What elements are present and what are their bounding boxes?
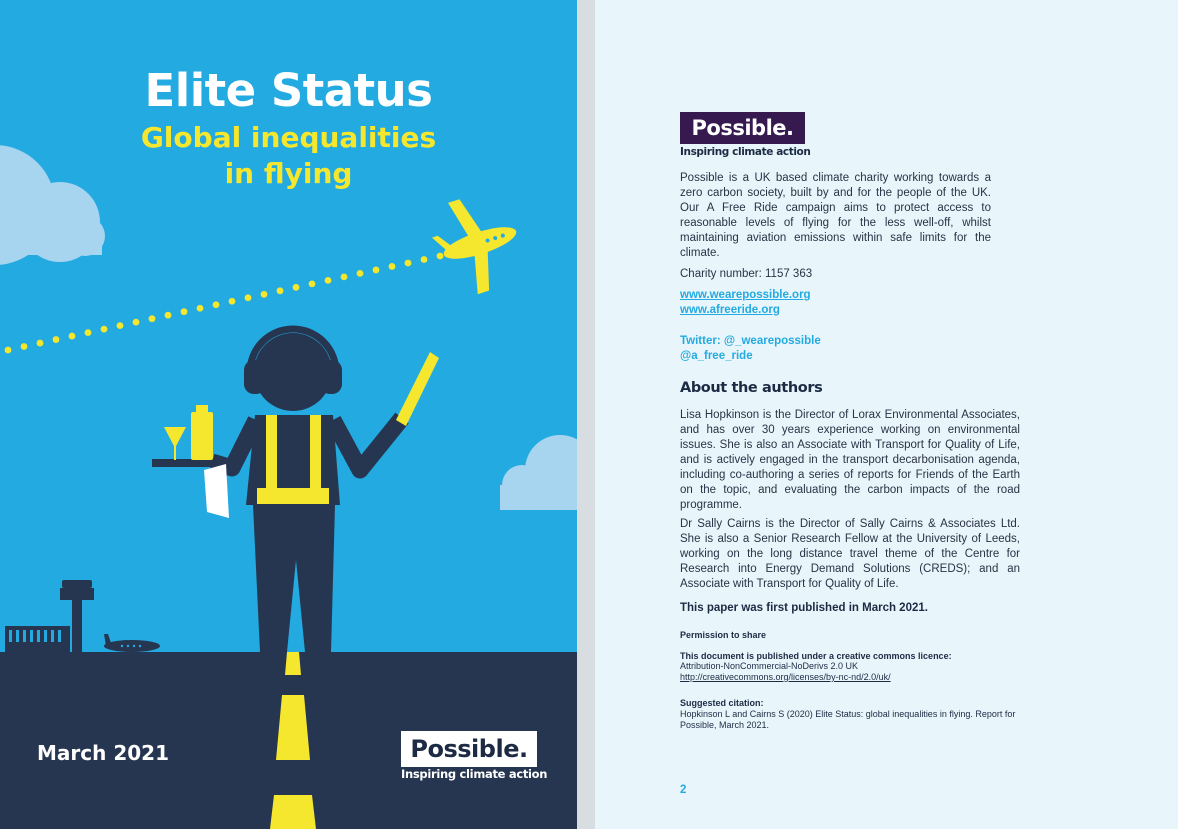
trail-dot [261,291,268,298]
possible-logo: Possible. [680,112,805,144]
trail-dot [149,315,156,322]
twitter-handle-2[interactable]: @a_free_ride [680,350,753,362]
licence-heading: This document is published under a creative commons licence: [680,651,952,661]
permission-heading: Permission to share [680,630,767,640]
trail-dot [101,326,108,333]
trail-dot [405,260,412,267]
trail-dot [357,270,364,277]
page-gap [577,0,595,829]
intro-paragraph: Possible is a UK based climate charity working towards a zero carbon society, built by and for the people of the UK. Our A Free Ride campaign aims to protect access to reasonable levels of flying for the less well-off, whilst maintaining aviation emissions within safe limits for the climate. [680,172,991,259]
trail-dot [325,277,332,284]
trail-dot [245,294,252,301]
trail-dot [165,312,172,319]
cover-title: Elite Status [144,64,433,117]
page-number: 2 [680,784,687,796]
cover-logo: Possible. [401,731,537,767]
trail-dot [213,301,220,308]
licence-url[interactable]: http://creativecommons.org/licenses/by-nc-nd/2.0/uk/ [680,672,891,682]
link-wearepossible[interactable]: www.wearepossible.org [680,289,811,301]
cover-subtitle-line1: Global inequalities [140,121,437,154]
citation-heading: Suggested citation: [680,698,764,708]
trail-dot [181,308,188,315]
trail-dot [277,287,284,294]
cloud-right [500,435,577,510]
trail-dot [133,319,140,326]
flight-trail [5,253,444,354]
trail-dot [437,253,444,260]
trail-dot [309,280,316,287]
inside-page [595,0,1178,829]
cover-date: March 2021 [37,741,169,765]
airplane-icon [423,186,531,303]
twitter-handle-1[interactable]: Twitter: @_wearepossible [680,335,821,347]
licence-name: Attribution-NonCommercial-NoDerivs 2.0 UK [680,661,859,671]
trail-dot [37,340,44,347]
author-bio-1: Lisa Hopkinson is the Director of Lorax Environmental Associates, and has over 30 years experience working on environmental issues. She is also an Associate with Transport for Quality of Life, and is actively engaged in the transport decarbonisation agenda, including co-authoring a series of reports for Friends of the Earth on the topic, and evaluating the carbon impacts of the road programme. [680,409,1020,511]
trail-dot [389,263,396,270]
trail-dot [341,273,348,280]
trail-dot [373,267,380,274]
trail-dot [21,343,28,350]
trail-dot [5,347,12,354]
link-afreeride[interactable]: www.afreeride.org [680,304,780,316]
trail-dot [117,322,124,329]
citation-text: Hopkinson L and Cairns S (2020) Elite Status: global inequalities in flying. Report for Possible, March 2021. [680,709,1016,730]
trail-dot [85,329,92,336]
cover-subtitle-line2: in flying [224,157,353,190]
ground-worker-figure [152,329,439,652]
first-published: This paper was first published in March 2021. [680,602,928,614]
trail-dot [229,298,236,305]
trail-dot [69,333,76,340]
trail-dot [293,284,300,291]
control-tower [5,580,94,652]
trail-dot [421,256,428,263]
about-authors-heading: About the authors [680,380,823,396]
cover-page [0,0,577,829]
trail-dot [53,336,60,343]
charity-number: Charity number: 1157 363 [680,268,813,280]
logo-tagline: Inspiring climate action [680,146,811,158]
parked-plane [104,634,160,652]
author-bio-2: Dr Sally Cairns is the Director of Sally Cairns & Associates Ltd. She is also a Senior Research Fellow at the University of Leeds, working on the long distance travel theme of the Centre for Research into Energy Demand Solutions (CREDS); and an Associate with Transport for Quality of Life. [680,518,1020,590]
cover-logo-tagline: Inspiring climate action [401,767,548,781]
trail-dot [197,305,204,312]
